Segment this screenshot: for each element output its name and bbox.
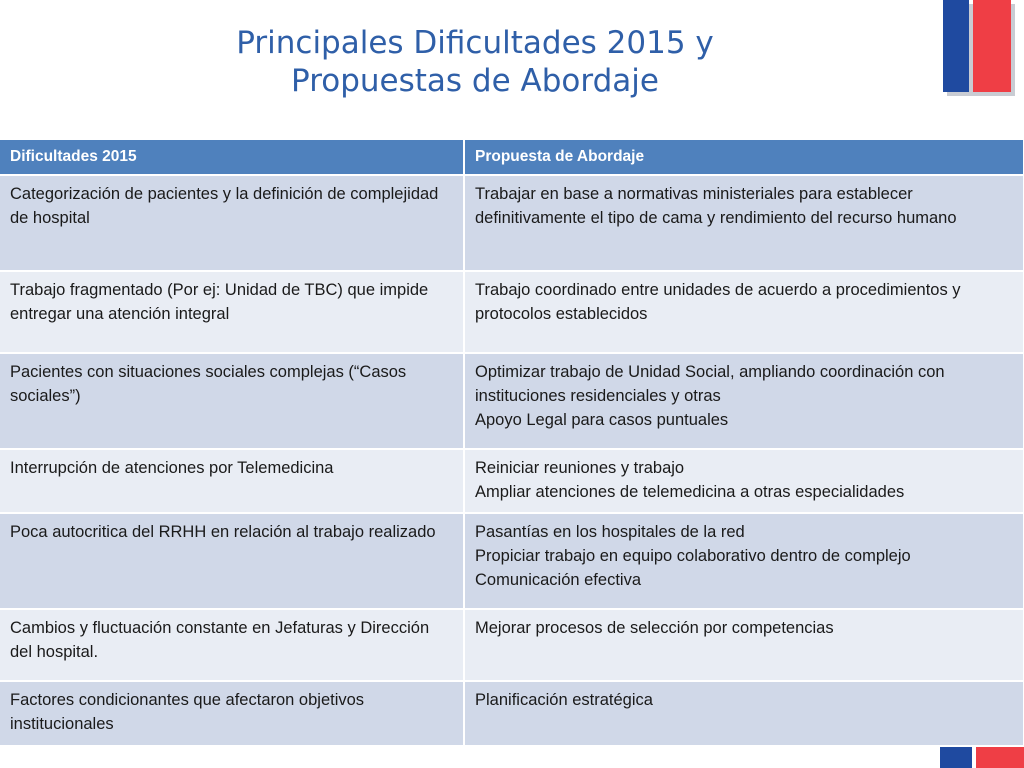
proposal-line: Trabajar en base a normativas ministeriales para establecer definitivamente el tipo de cama y rendimiento del recurso humano (475, 185, 957, 227)
proposal-cell (464, 513, 1024, 609)
header-difficulties: Dificultades 2015 (0, 140, 464, 175)
proposal-line: Reiniciar reuniones y trabajo (475, 459, 685, 477)
proposal-line: Pasantías en los hospitales de la red (475, 523, 745, 541)
slide-title-line-1: Principales Dificultades 2015 y (236, 25, 714, 61)
difficulty-cell: Cambios y fluctuación constante en Jefaturas y Dirección del hospital. (0, 609, 464, 681)
proposal-line: Propiciar trabajo en equipo colaborativo dentro de complejo (475, 547, 911, 565)
table-header-row (0, 140, 1024, 175)
flag-logo-top (943, 0, 1015, 96)
difficulties-table (0, 140, 1024, 745)
proposal-line: Planificación estratégica (475, 691, 653, 709)
proposal-line: Apoyo Legal para casos puntuales (475, 411, 729, 429)
proposal-cell (464, 271, 1024, 353)
proposal-line: Comunicación efectiva (475, 571, 641, 589)
proposal-cell (464, 175, 1024, 271)
proposal-line: Ampliar atenciones de telemedicina a otras especialidades (475, 483, 905, 501)
table-row (0, 609, 1024, 681)
slide-title-line-2: Propuestas de Abordaje (291, 63, 659, 99)
proposal-cell (464, 353, 1024, 449)
table-row (0, 353, 1024, 449)
flag-logo-bottom (940, 747, 1024, 768)
header-proposals: Propuesta de Abordaje (464, 140, 1024, 175)
proposal-cell (464, 609, 1024, 681)
table-row (0, 449, 1024, 513)
proposal-line: Optimizar trabajo de Unidad Social, ampliando coordinación con instituciones residenciales y otras (475, 363, 945, 405)
table-row (0, 513, 1024, 609)
difficulty-cell: Poca autocritica del RRHH en relación al trabajo realizado (0, 513, 464, 609)
difficulty-cell: Trabajo fragmentado (Por ej: Unidad de TBC) que impide entregar una atención integral (0, 271, 464, 353)
proposal-cell (464, 681, 1024, 745)
proposal-line: Mejorar procesos de selección por competencias (475, 619, 834, 637)
slide-title (160, 24, 790, 100)
table-row (0, 271, 1024, 353)
difficulty-cell: Interrupción de atenciones por Telemedicina (0, 449, 464, 513)
table-row (0, 175, 1024, 271)
table-row (0, 681, 1024, 745)
proposal-cell (464, 449, 1024, 513)
difficulty-cell: Factores condicionantes que afectaron objetivos institucionales (0, 681, 464, 745)
difficulty-cell: Categorización de pacientes y la definición de complejidad de hospital (0, 175, 464, 271)
proposal-line: Trabajo coordinado entre unidades de acuerdo a procedimientos y protocolos establecidos (475, 281, 961, 323)
difficulty-cell: Pacientes con situaciones sociales complejas (“Casos sociales”) (0, 353, 464, 449)
